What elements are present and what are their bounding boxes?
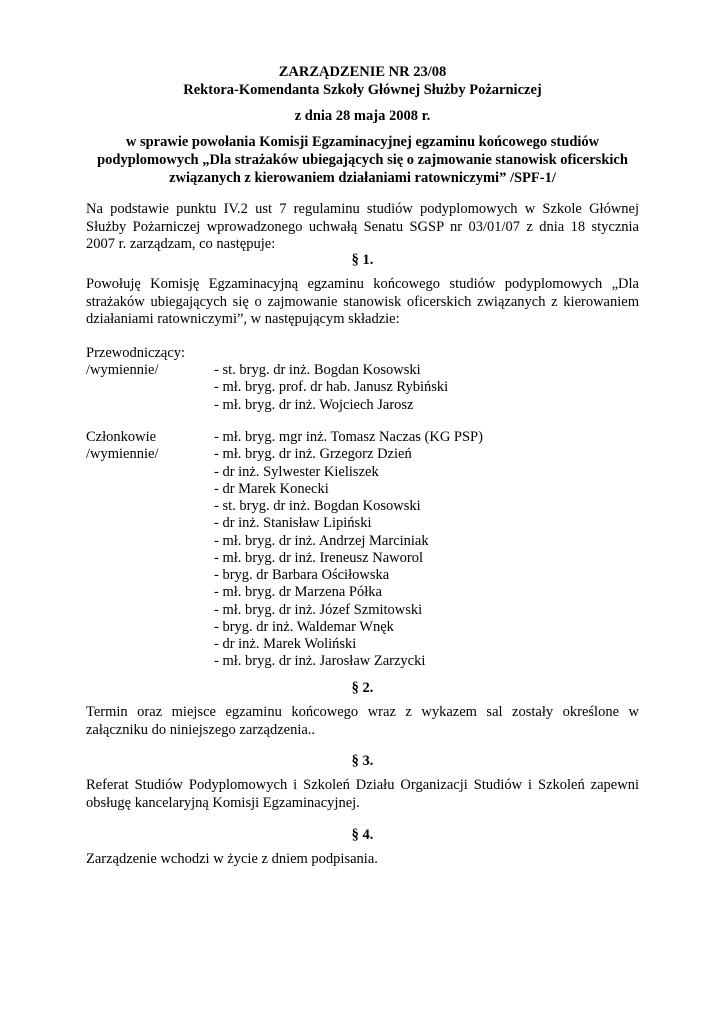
list-item: - mł. bryg. dr inż. Andrzej Marciniak <box>214 532 429 549</box>
list-item: - dr inż. Marek Woliński <box>214 636 357 652</box>
list-item: - mł. bryg. dr Marzena Półka <box>214 584 382 601</box>
subject-line-1: w sprawie powołania Komisji Egzaminacyjnej egzaminu końcowego studiów <box>125 134 600 150</box>
list-item: - mł. bryg. dr inż. Ireneusz Naworol <box>214 549 423 566</box>
document-title: ZARZĄDZENIE NR 23/08 <box>278 64 447 80</box>
members-note: /wymiennie/ <box>86 446 159 462</box>
list-item: - mł. bryg. dr inż. Józef Szmitowski <box>214 601 423 618</box>
section-3-number: § 3. <box>351 753 374 769</box>
list-item: - dr inż. Sylwester Kieliszek <box>214 463 379 480</box>
section-4-text: Zarządzenie wchodzi w życie z dniem podpisania. <box>86 851 378 867</box>
chair-note: /wymiennie/ <box>86 362 159 378</box>
list-item: - bryg. dr Barbara Ościłowska <box>214 567 390 583</box>
list-item: - st. bryg. dr inż. Bogdan Kosowski <box>214 362 421 378</box>
list-item: - mł. bryg. mgr inż. Tomasz Naczas (KG PSP) <box>214 429 483 445</box>
list-item: - mł. bryg. dr inż. Jarosław Zarzycki <box>214 653 426 670</box>
list-item: - bryg. dr inż. Waldemar Wnęk <box>214 618 394 635</box>
section-4-number: § 4. <box>351 827 374 843</box>
members-list <box>214 429 483 671</box>
list-item: - dr inż. Stanisław Lipiński <box>214 515 372 532</box>
section-2-number: § 2. <box>351 680 374 696</box>
members-label: Członkowie <box>86 429 157 445</box>
chair-list <box>214 362 448 414</box>
subject-line-3: związanych z kierowaniem działaniami ratowniczymi” /SPF-1/ <box>169 170 556 186</box>
list-item: - dr Marek Konecki <box>214 480 329 497</box>
section-1-text: Powołuję Komisję Egzaminacyjną egzaminu końcowego studiów podyplomowych „Dla strażaków ubiegających się o zajmowanie stanowisk oficerskich związanych z kierowaniem działaniami ratowniczymi”, w następującym składzie: <box>86 276 639 327</box>
section-2-text: Termin oraz miejsce egzaminu końcowego wraz z wykazem sal zostały określone w załączniku do niniejszego zarządzenia.. <box>86 704 639 738</box>
chair-label: Przewodniczący: <box>86 345 186 361</box>
document-date: z dnia 28 maja 2008 r. <box>294 108 431 124</box>
document-issuer: Rektora-Komendanta Szkoły Głównej Służby Pożarniczej <box>183 82 542 98</box>
preamble-paragraph: Na podstawie punktu IV.2 ust 7 regulaminu studiów podyplomowych w Szkole Głównej Służby Pożarniczej wprowadzonego uchwałą Senatu SGSP nr 03/01/07 z dnia 18 stycznia 2007 r. zarządzam, co następuje: <box>86 201 639 252</box>
list-item: - mł. bryg. prof. dr hab. Janusz Rybiński <box>214 379 449 396</box>
list-item: - mł. bryg. dr inż. Wojciech Jarosz <box>214 396 414 413</box>
list-item: - mł. bryg. dr inż. Grzegorz Dzień <box>214 446 412 463</box>
section-1-number: § 1. <box>351 252 374 268</box>
section-3-text: Referat Studiów Podyplomowych i Szkoleń Działu Organizacji Studiów i Szkoleń zapewni obsługę kancelaryjną Komisji Egzaminacyjnej. <box>86 777 639 811</box>
list-item: - st. bryg. dr inż. Bogdan Kosowski <box>214 498 421 514</box>
subject-line-2: podyplomowych „Dla strażaków ubiegających się o zajmowanie stanowisk oficerskich <box>97 152 628 168</box>
